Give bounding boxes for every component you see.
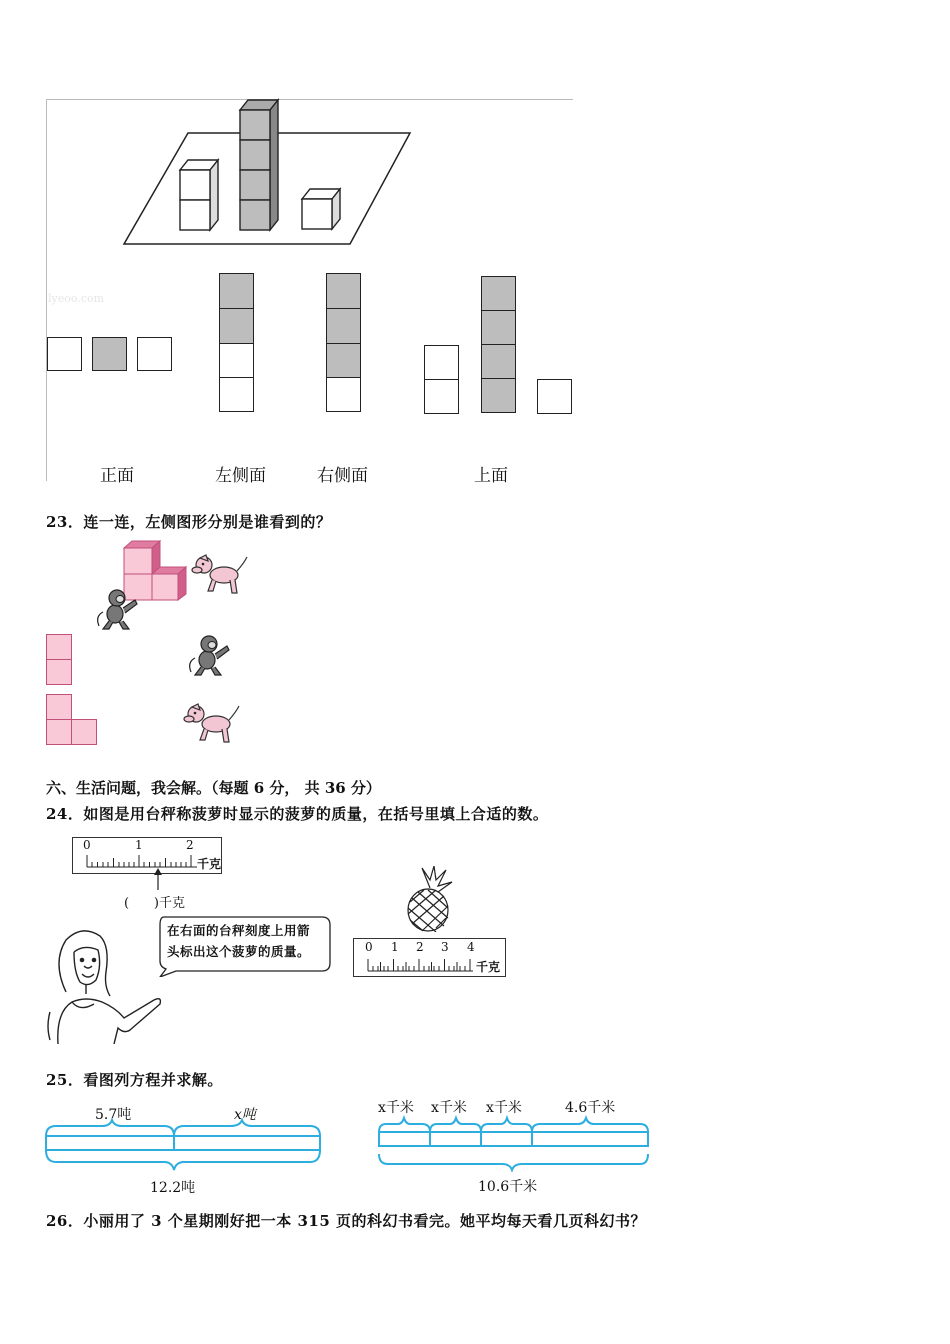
scale-2-tick-1: 1 [391, 940, 399, 954]
right-top-label-4: 4.6千米 [565, 1100, 616, 1116]
view-square-shaded [326, 343, 361, 378]
right-brace-bars [374, 1112, 654, 1172]
section6-title: 六、生活问题，我会解。（每题 6 分， 共 36 分） [46, 779, 381, 797]
scale-2-tick-2: 2 [416, 940, 424, 954]
view-square-shaded [219, 273, 254, 309]
view-square-shaded [481, 344, 516, 379]
cube-platform-3d [110, 98, 420, 248]
view-square [219, 343, 254, 378]
left-bottom-label: 12.2吨 [150, 1180, 196, 1196]
speech-line-2: 头标出这个菠萝的质量。 [167, 944, 311, 959]
scale-2-tick-4: 4 [467, 940, 475, 954]
left-top-label-1: 5.7吨 [95, 1107, 132, 1123]
view-square [424, 345, 459, 380]
view-square [424, 379, 459, 414]
dog-icon [182, 702, 240, 746]
view-square-shaded [326, 308, 361, 344]
label-top: 上面 [474, 466, 508, 486]
left-top-label-2: x吨 [234, 1107, 256, 1123]
label-left-side: 左侧面 [215, 466, 266, 486]
dog-icon [190, 553, 248, 597]
q24-text: 24．如图是用台秤称菠萝时显示的菠萝的质量，在括号里填上合适的数。 [46, 805, 549, 823]
label-front: 正面 [100, 466, 134, 486]
watermark: lyeoo.com [48, 292, 105, 305]
view-square [326, 377, 361, 412]
scale-1-tick-2: 2 [186, 838, 194, 852]
right-top-label-3: x千米 [486, 1100, 522, 1116]
scale-2-tick-3: 3 [441, 940, 449, 954]
q25-text: 25．看图列方程并求解。 [46, 1071, 223, 1089]
view-square-shaded [92, 337, 127, 371]
scale-2-unit: 千克 [476, 960, 501, 974]
frame-left-line [46, 99, 47, 481]
view-square-shaded [326, 273, 361, 309]
view-square-shaded [481, 276, 516, 311]
q23-text: 23．连一连，左侧图形分别是谁看到的？ [46, 513, 332, 531]
right-top-label-1: x千米 [378, 1100, 414, 1116]
monkey-icon [182, 632, 236, 676]
monkey-icon [93, 586, 141, 630]
pineapple-icon [400, 866, 460, 932]
view-square [219, 377, 254, 412]
right-top-label-2: x千米 [431, 1100, 467, 1116]
left-brace-bars [40, 1118, 326, 1174]
label-right-side: 右侧面 [317, 466, 368, 486]
scale-1-tick-0: 0 [83, 838, 91, 852]
view-square [137, 337, 172, 371]
view-square [47, 337, 82, 371]
q26-text: 26．小丽用了 3 个星期刚好把一本 315 页的科幻书看完。她平均每天看几页科幻书？ [46, 1212, 647, 1230]
right-bottom-label: 10.6千米 [478, 1179, 538, 1195]
view-square-shaded [481, 310, 516, 345]
scale-2-ticks [367, 956, 479, 972]
scale-1-tick-1: 1 [135, 838, 143, 852]
view-square-shaded [481, 378, 516, 413]
view-square [537, 379, 572, 414]
teacher-girl-illustration [44, 922, 164, 1044]
answer-blank: ( )千克 [124, 896, 185, 911]
scale-1-ticks [86, 852, 198, 868]
speech-line-1: 在右面的台秤刻度上用箭 [167, 923, 311, 938]
scale-2-tick-0: 0 [365, 940, 373, 954]
scale-1-unit: 千克 [197, 857, 222, 871]
view-square-shaded [219, 308, 254, 344]
arrow-up-icon [153, 868, 163, 890]
